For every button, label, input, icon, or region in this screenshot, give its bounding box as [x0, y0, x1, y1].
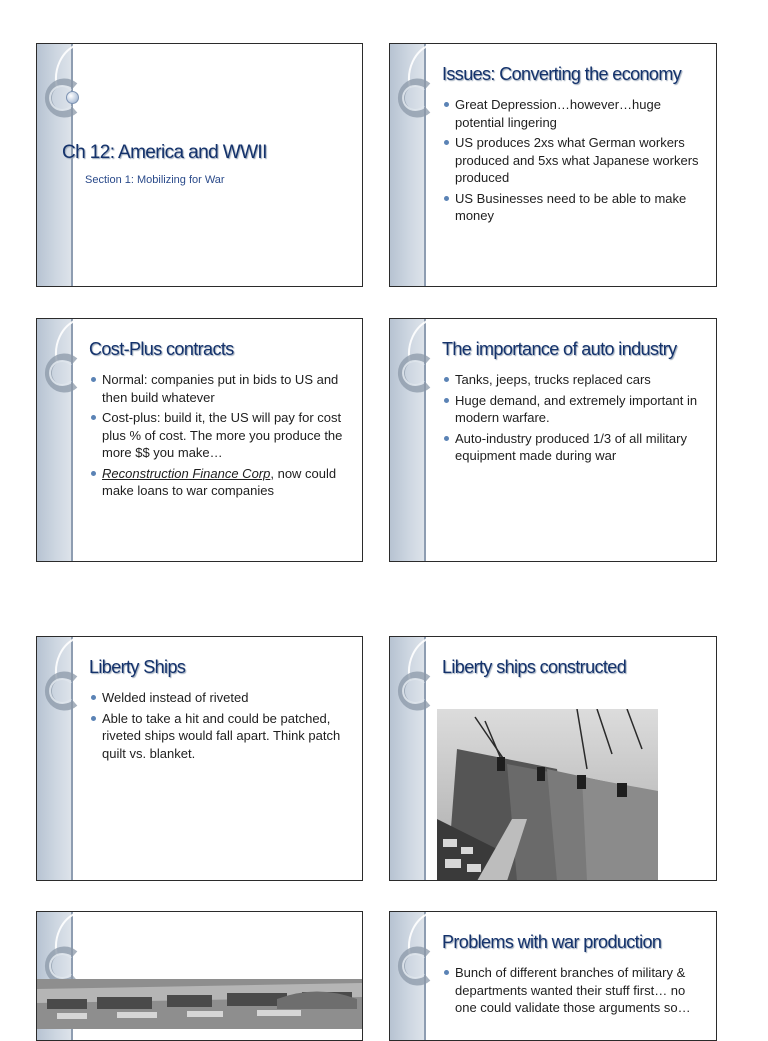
slide-subtitle: Section 1: Mobilizing for War	[85, 174, 225, 186]
bullet-item	[89, 465, 354, 500]
bullet-list	[442, 964, 708, 1020]
slide-4-auto-industry	[389, 318, 717, 562]
slide-6-liberty-ships-constructed	[389, 636, 717, 881]
swirl-decoration-icon	[389, 318, 444, 425]
shipyard-photo	[437, 709, 658, 881]
slide-title: Liberty ships constructed	[442, 657, 627, 677]
swirl-decoration-icon	[389, 636, 444, 743]
bullet-item: Normal: companies put in bids to US and then build whatever	[89, 371, 354, 406]
bullet-list	[89, 371, 354, 503]
slide-2-converting-economy	[389, 43, 717, 287]
bullet-item: Cost-plus: build it, the US will pay for cost plus % of cost. The more you produce the more $$ you make…	[89, 409, 354, 462]
swirl-decoration-icon	[36, 43, 91, 150]
bullet-item: Tanks, jeeps, trucks replaced cars	[442, 371, 708, 389]
bullet-list	[442, 96, 708, 228]
slide-3-cost-plus	[36, 318, 363, 562]
slide-title: Issues: Converting the economy	[442, 64, 682, 84]
bullet-list	[442, 371, 708, 468]
bullet-item: US produces 2xs what German workers produced and 5xs what Japanese workers produced	[442, 134, 708, 187]
orb-decoration-icon	[66, 91, 79, 104]
bullet-item: US Businesses need to be able to make money	[442, 190, 708, 225]
bullet-item: Welded instead of riveted	[89, 689, 354, 707]
slide-5-liberty-ships	[36, 636, 363, 881]
bullet-item: Great Depression…however…huge potential lingering	[442, 96, 708, 131]
slide-title: The importance of auto industry	[442, 339, 677, 359]
bullet-item: Bunch of different branches of military & departments wanted their stuff first… no one could validate those arguments so…	[442, 964, 708, 1017]
aerial-shipyard-photo	[37, 979, 363, 1029]
slide-title: Problems with war production	[442, 932, 662, 952]
slide-1-title	[36, 43, 363, 287]
swirl-decoration-icon	[389, 43, 444, 150]
bullet-list	[89, 689, 354, 765]
bullet-item: Auto-industry produced 1/3 of all military equipment made during war	[442, 430, 708, 465]
swirl-decoration-icon	[389, 911, 444, 1018]
slide-8-war-production-problems	[389, 911, 717, 1041]
swirl-decoration-icon	[36, 318, 91, 425]
bullet-text: , now could make loans to war companies	[102, 465, 337, 498]
bullet-item: Able to take a hit and could be patched, riveted ships would fall apart. Think patch quilt vs. blanket.	[89, 710, 354, 763]
bullet-item: Huge demand, and extremely important in modern warfare.	[442, 392, 708, 427]
slide-title: Cost-Plus contracts	[89, 339, 234, 359]
swirl-decoration-icon	[36, 636, 91, 743]
slide-title: Ch 12: America and WWII	[62, 142, 267, 163]
rfc-link[interactable]: Reconstruction Finance Corp	[102, 465, 271, 481]
slide-title: Liberty Ships	[89, 657, 186, 677]
slide-7-shipyard-photo	[36, 911, 363, 1041]
